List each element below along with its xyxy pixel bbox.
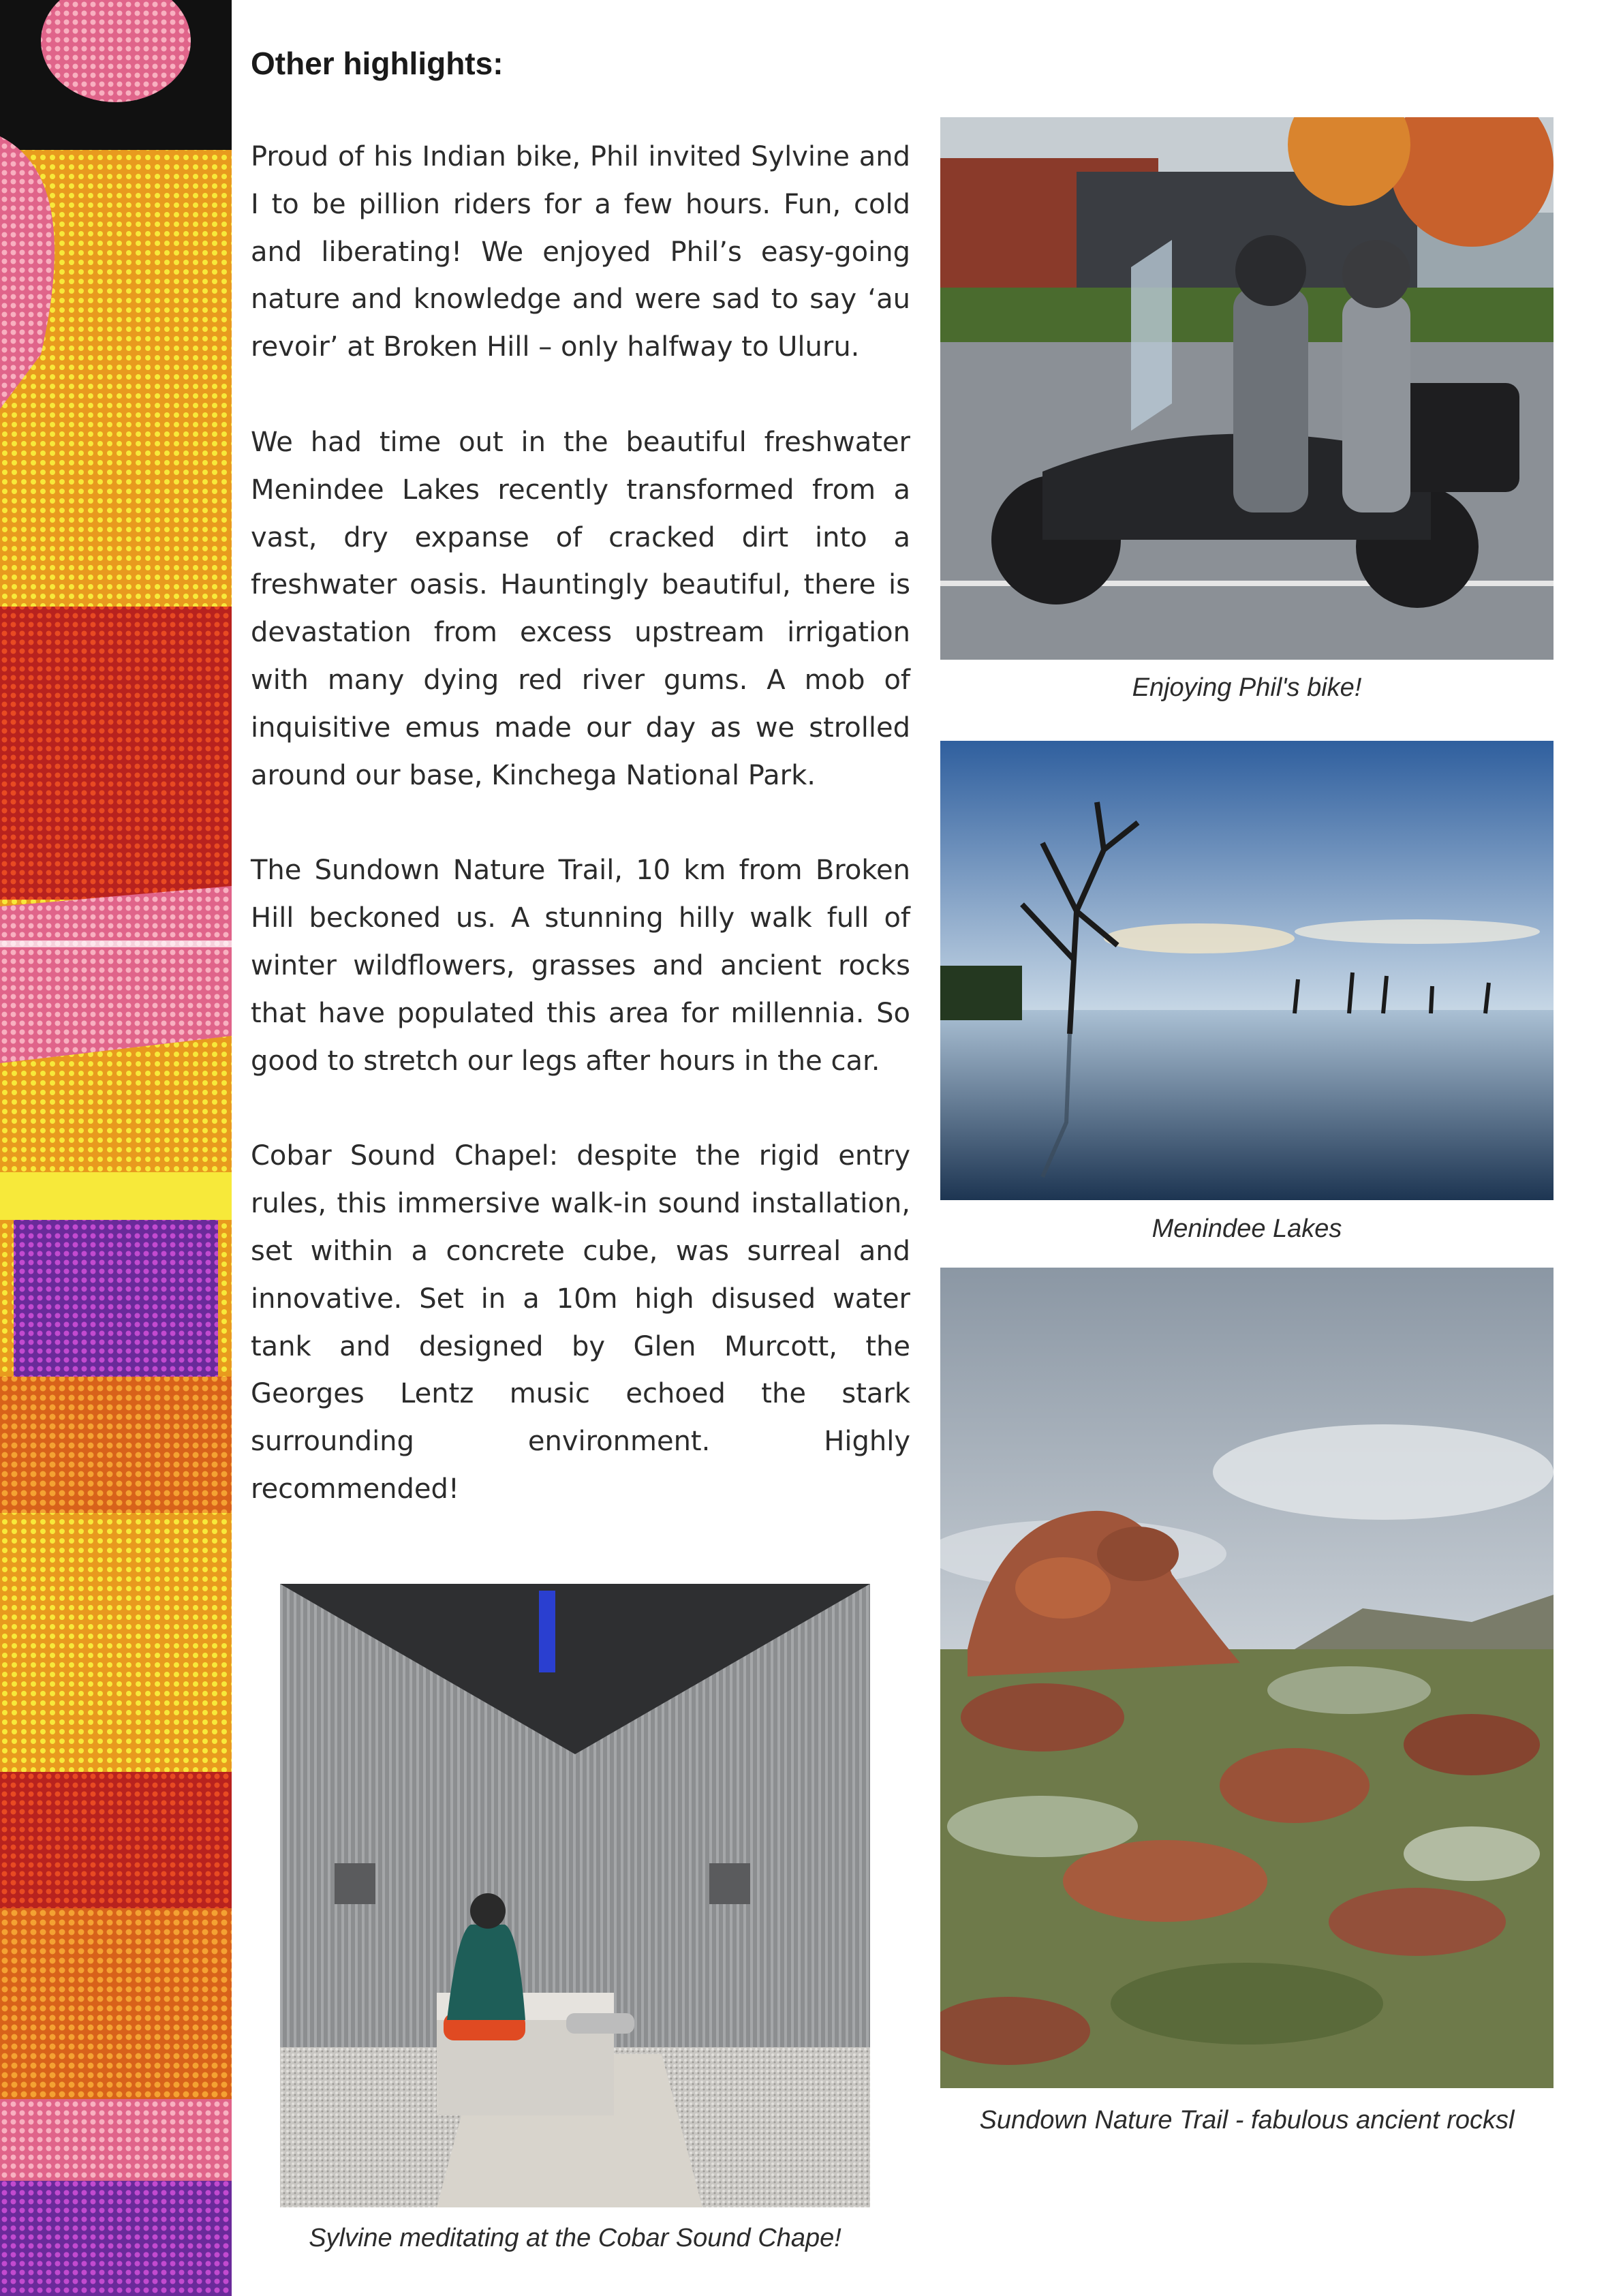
paragraph-trail: The Sundown Nature Trail, 10 km from Broken Hill beckoned us. A stunning hilly walk full of winter wildflowers, grasses and ancient rocks that have populated this area for millennia. So good to stretch our legs after hours in the car. [251, 855, 910, 1077]
section-heading: Other highlights: [251, 46, 504, 81]
trail-caption: Sundown Nature Trail - fabulous ancient rocksl [979, 2106, 1515, 2134]
paragraph-bike: Proud of his Indian bike, Phil invited Sylvine and I to be pillion riders for a few hours. Fun, cold and liberating! We enjoyed Phil’s easy-going nature and knowledge and were sad to say ‘au revoir’ at Broken Hill – only halfway to Uluru. [251, 141, 910, 363]
chapel-photo [280, 1584, 870, 2207]
bike-caption: Enjoying Phil's bike! [1132, 673, 1362, 702]
lakes-caption: Menindee Lakes [1151, 1214, 1342, 1243]
trail-photo [940, 1268, 1554, 2088]
chapel-caption: Sylvine meditating at the Cobar Sound Chape! [309, 2224, 841, 2252]
bike-photo [940, 117, 1554, 660]
paragraph-lakes: We had time out in the beautiful freshwater Menindee Lakes recently transformed from a vast, dry expanse of cracked dirt into a freshwater oasis. Hauntingly beautiful, there is devastation from excess upstream irrigation with many dying red river gums. A mob of inquisitive emus made our day as we strolled around our base, Kinchega National Park. [251, 426, 910, 791]
dot-art-border [0, 0, 232, 2296]
article-body [251, 134, 910, 1561]
lakes-photo [940, 741, 1554, 1200]
paragraph-chapel: Cobar Sound Chapel: despite the rigid entry rules, this immersive walk-in sound installation, set within a concrete cube, was surreal and innovative. Set in a 10m high disused water tank and designed by Glen Murcott, the Georges Lentz music echoed the stark surrounding environment. Highly recommended! [251, 1140, 910, 1505]
